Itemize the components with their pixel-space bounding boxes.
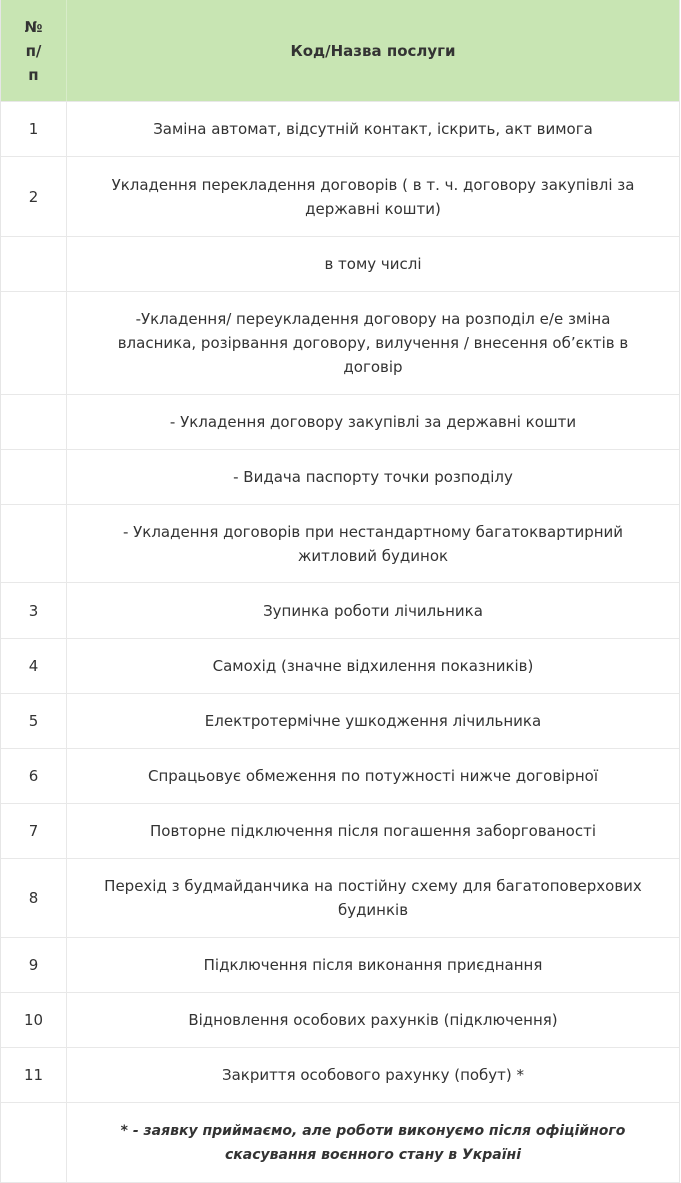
row-number — [1, 395, 67, 449]
row-number: 6 — [1, 749, 67, 803]
row-number: 10 — [1, 993, 67, 1047]
row-service-name: Спрацьовує обмеження по потужності нижче договірної — [147, 767, 599, 785]
row-service-name: Перехід з будмайданчика на постійну схему для багатоповерхових будинків — [104, 877, 642, 919]
row-number: 11 — [1, 1048, 67, 1102]
row-service-name: Повторне підключення після погашення заборгованості — [149, 822, 596, 840]
row-number: 1 — [1, 102, 67, 156]
table-row — [1, 450, 679, 505]
table-row — [1, 395, 679, 450]
footnote-number-cell — [1, 1103, 67, 1182]
table-row — [1, 583, 679, 639]
table-row — [1, 157, 679, 237]
table-row — [1, 237, 679, 292]
row-number: 7 — [1, 804, 67, 858]
row-number: 4 — [1, 639, 67, 693]
row-service-name: Відновлення особових рахунків (підключення) — [188, 1011, 558, 1029]
row-number — [1, 505, 67, 582]
table-row — [1, 102, 679, 157]
table-row — [1, 859, 679, 938]
table-row — [1, 694, 679, 749]
table-row — [1, 1048, 679, 1103]
header-number: № п/ п — [1, 0, 67, 101]
row-number: 2 — [1, 157, 67, 236]
header-service-name: Код/Назва послуги — [290, 41, 456, 60]
row-service-name: Закриття особового рахунку (побут) * — [221, 1066, 525, 1084]
row-service-name: Самохід (значне відхилення показників) — [212, 657, 534, 675]
row-service-name: -Укладення/ переукладення договору на розподіл е/е зміна власника, розірвання договору, вилучення / внесення об’єктів в договір — [117, 310, 629, 376]
row-service-name: Укладення перекладення договорів ( в т. ч. договору закупівлі за державні кошти) — [111, 175, 635, 218]
table-row — [1, 505, 679, 583]
row-service-name: Заміна автомат, відсутній контакт, іскрить, акт вимога — [153, 120, 593, 138]
row-service-name: - Укладення договорів при нестандартному багатоквартирний житловий будинок — [122, 522, 624, 565]
row-service-name: Електротермічне ушкодження лічильника — [204, 712, 542, 730]
row-service-name: - Укладення договору закупівлі за державні кошти — [169, 413, 577, 431]
table-row — [1, 938, 679, 993]
row-service-name: Зупинка роботи лічильника — [263, 601, 483, 620]
row-number — [1, 292, 67, 394]
footnote-row — [1, 1103, 679, 1183]
table-header — [1, 0, 679, 102]
row-number: 5 — [1, 694, 67, 748]
row-number: 3 — [1, 583, 67, 638]
footnote-text: * - заявку приймаємо, але роботи виконуємо після офіційного скасування воєнного стану в Україні — [120, 1122, 626, 1163]
table-row — [1, 292, 679, 395]
row-number — [1, 450, 67, 504]
row-service-name: в тому числі — [324, 255, 422, 273]
row-number: 9 — [1, 938, 67, 992]
row-number — [1, 237, 67, 291]
row-service-name: Підключення після виконання приєднання — [203, 956, 543, 974]
table-row — [1, 993, 679, 1048]
row-number: 8 — [1, 859, 67, 937]
table-row — [1, 639, 679, 694]
table-row — [1, 749, 679, 804]
row-service-name: - Видача паспорту точки розподілу — [233, 468, 513, 486]
table-row — [1, 804, 679, 859]
